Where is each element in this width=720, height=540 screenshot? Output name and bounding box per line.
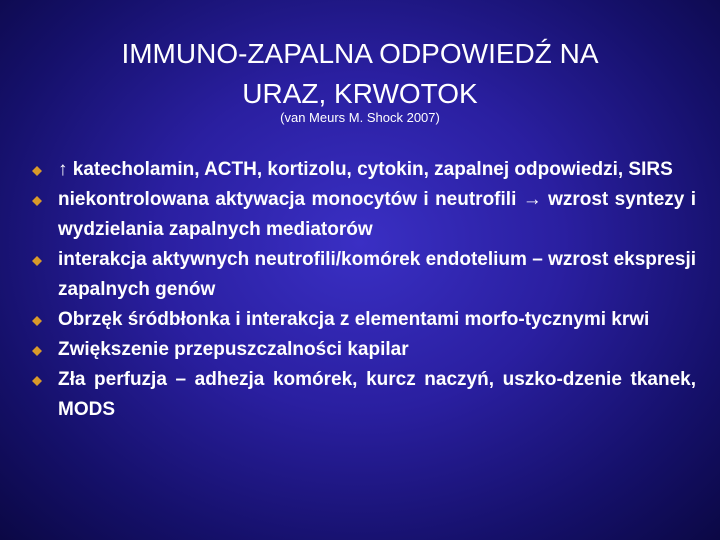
bullet-text: ↑ katecholamin, ACTH, kortizolu, cytokin, zapalnej odpowiedzi, SIRS [58,159,673,180]
bullet-text: niekontrolowana aktywacja monocytów i neutrofili → wzrost syntezy i wydzielania zapalnych mediatorów [58,189,696,240]
bullet-item [32,305,696,335]
bullet-item [32,155,696,185]
slide-title-line-2: URAZ, KRWOTOK [242,78,478,109]
bullet-item [32,335,696,365]
bullet-text: interakcja aktywnych neutrofili/komórek endotelium – wzrost ekspresji zapalnych genów [58,249,696,300]
bullet-list [32,155,696,425]
bullet-text: Zła perfuzja – adhezja komórek, kurcz naczyń, uszko-dzenie tkanek, MODS [58,369,696,420]
diamond-bullet-icon [32,376,42,386]
diamond-bullet-icon [32,346,42,356]
bullet-item [32,245,696,305]
bullet-item [32,365,696,425]
bullet-item [32,185,696,245]
slide-title [0,34,720,114]
diamond-bullet-icon [32,316,42,326]
bullet-text: Obrzęk śródbłonka i interakcja z elementami morfo-tycznymi krwi [58,309,650,330]
diamond-bullet-icon [32,256,42,266]
diamond-bullet-icon [32,166,42,176]
slide-title-line-1: IMMUNO-ZAPALNA ODPOWIEDŹ NA [121,38,599,69]
bullet-text: Zwiększenie przepuszczalności kapilar [58,339,409,360]
diamond-bullet-icon [32,196,42,206]
slide-subtitle: (van Meurs M. Shock 2007) [280,110,440,125]
